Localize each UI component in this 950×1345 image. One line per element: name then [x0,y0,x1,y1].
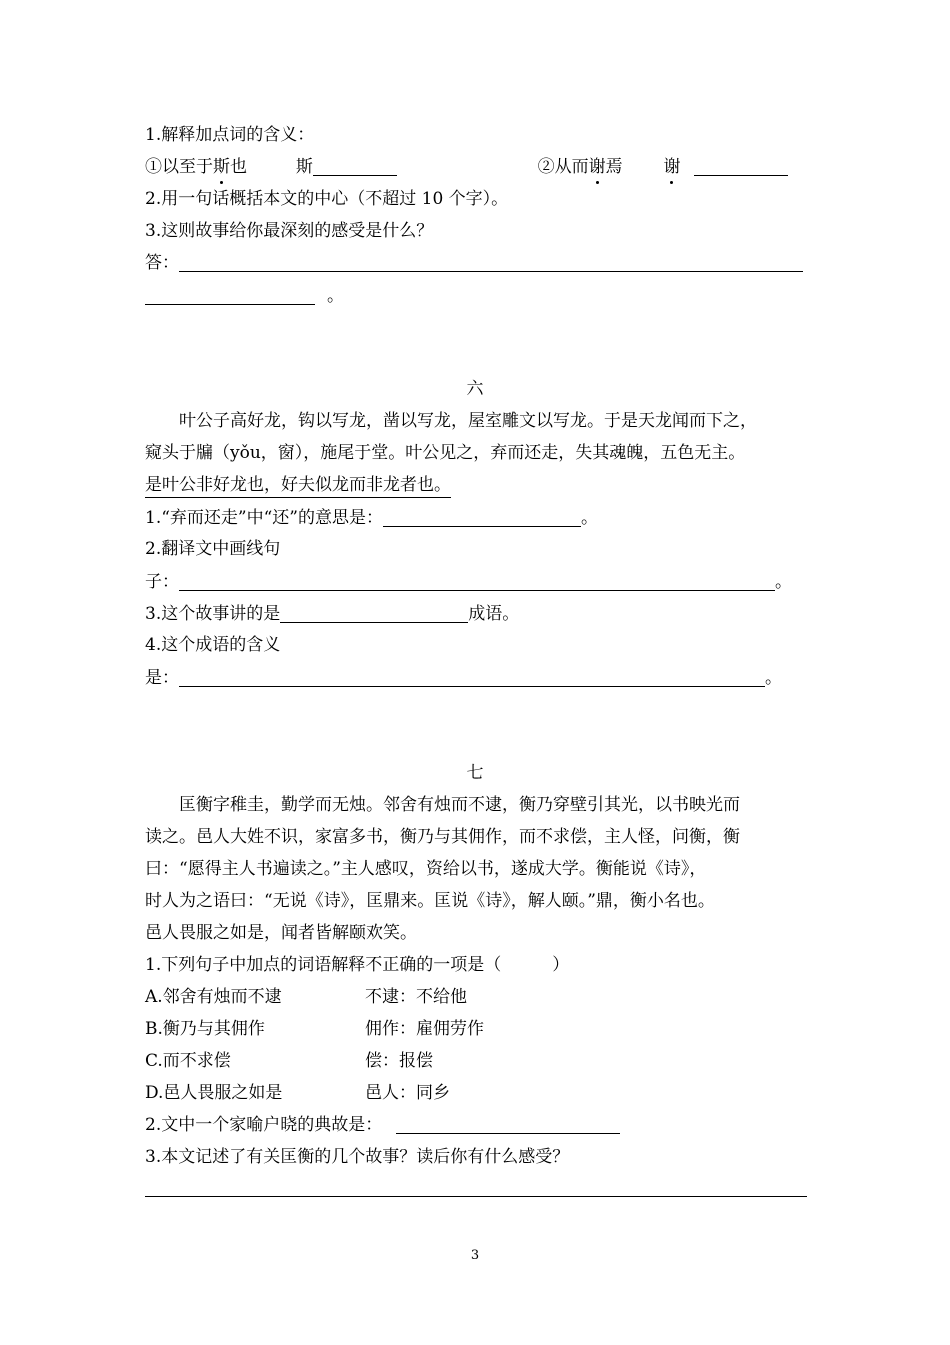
option-c-explanation: 偿：报偿 [365,1051,433,1071]
answer-blank[interactable] [396,1117,620,1134]
s6-passage-line-3 [145,474,451,496]
s5-question-1-items [145,156,788,178]
s6-q1-text: 1.“弃而还走”中“还”的意思是： [145,508,383,528]
answer-label: 子： [145,572,179,592]
s6-question-1 [145,507,598,529]
answer-blank[interactable] [383,510,581,527]
s6-question-4-answer [145,667,782,689]
section-7-heading: 七 [466,763,484,783]
option-a-explanation: 不逮：不给他 [365,987,467,1007]
s5-q1a-suffix: 也 [230,157,247,177]
option-b[interactable] [145,1018,484,1040]
section-6-heading: 六 [466,379,484,399]
s5-question-3: 3.这则故事给你最深刻的感受是什么？ [145,221,434,241]
s5-answer-line-2 [145,285,344,307]
option-d[interactable] [145,1082,450,1104]
answer-blank[interactable] [179,670,765,687]
s6-question-3 [145,603,519,625]
s6-q3-prefix: 3.这个故事讲的是 [145,604,281,624]
s7-question-3: 3.本文记述了有关匡衡的几个故事？读后你有什么感受？ [145,1147,570,1167]
s6-question-4: 4.这个成语的含义 [145,635,281,655]
dotted-word: 斯 [213,157,230,177]
s5-q1b-suffix: 焉 [605,157,623,177]
s6-q3-suffix: 成语。 [468,604,520,624]
answer-label: 是： [145,668,179,688]
s7-passage-line-3: 曰：“愿得主人书遍读之。”主人感叹，资给以书，遂成大学。衡能说《诗》， [145,859,707,879]
underlined-sentence: 是叶公非好龙也，好夫似龙而非龙者也。 [145,475,451,498]
s5-q1b-prefix: ②从而 [537,157,589,177]
answer-blank[interactable] [145,288,315,305]
end-mark: 。 [580,508,598,528]
answer-blank[interactable] [280,606,468,623]
end-mark: 。 [327,286,344,306]
s7-q2-text: 2.文中一个家喻户晓的典故是： [145,1115,383,1135]
option-a[interactable] [145,986,467,1008]
s6-question-2: 2.翻译文中画线句 [145,539,281,559]
option-b-sentence: B.衡乃与其佣作 [145,1019,265,1039]
answer-blank[interactable] [179,255,803,272]
answer-blank[interactable] [313,159,397,176]
answer-line[interactable] [145,1196,807,1197]
option-a-sentence: A.邻舍有烛而不逮 [145,987,282,1007]
answer-label: 答： [145,253,179,273]
dotted-word: 谢 [588,157,606,177]
s5-q1a-prefix: ①以至于 [145,157,213,177]
s5-question-1: 1.解释加点词的含义： [145,125,315,145]
s7-question-2 [145,1114,620,1136]
end-mark: 。 [775,572,792,592]
s7-passage-line-4: 时人为之语曰：“无说《诗》，匡鼎来。匡说《诗》，解人颐。”鼎，衡小名也。 [145,891,715,911]
answer-blank[interactable] [694,159,788,176]
s5-q1a-word: 斯 [295,157,313,177]
page-number: 3 [470,1248,480,1263]
s7-passage-line-2: 读之。邑人大姓不识，家富多书，衡乃与其佣作，而不求偿，主人怪，问衡，衡 [145,827,740,847]
option-d-sentence: D.邑人畏服之如是 [145,1083,283,1103]
s5-answer-line-1 [145,252,803,274]
end-mark: 。 [765,668,782,688]
s7-passage-line-1: 匡衡字稚圭，勤学而无烛。邻舍有烛而不逮，衡乃穿壁引其光，以书映光而 [179,795,740,815]
s5-q1b-word: 谢 [663,157,681,177]
option-d-explanation: 邑人：同乡 [365,1083,450,1103]
option-c[interactable] [145,1050,433,1072]
option-c-sentence: C.而不求偿 [145,1051,231,1071]
s7-passage-line-5: 邑人畏服之如是，闻者皆解颐欢笑。 [145,923,417,943]
s6-question-2-answer [145,571,792,593]
s5-question-2: 2.用一句话概括本文的中心（不超过 10 个字）。 [145,189,509,209]
answer-blank[interactable] [179,574,775,591]
s6-passage-line-2: 窥头于牖（yǒu，窗），施尾于堂。叶公见之，弃而还走，失其魂魄，五色无主。 [145,443,746,463]
s6-passage-line-1: 叶公子高好龙，钩以写龙，凿以写龙，屋室雕文以写龙。于是天龙闻而下之， [179,411,757,431]
s7-question-1: 1.下列句子中加点的词语解释不正确的一项是（ ） [145,955,570,975]
option-b-explanation: 佣作：雇佣劳作 [365,1019,484,1039]
